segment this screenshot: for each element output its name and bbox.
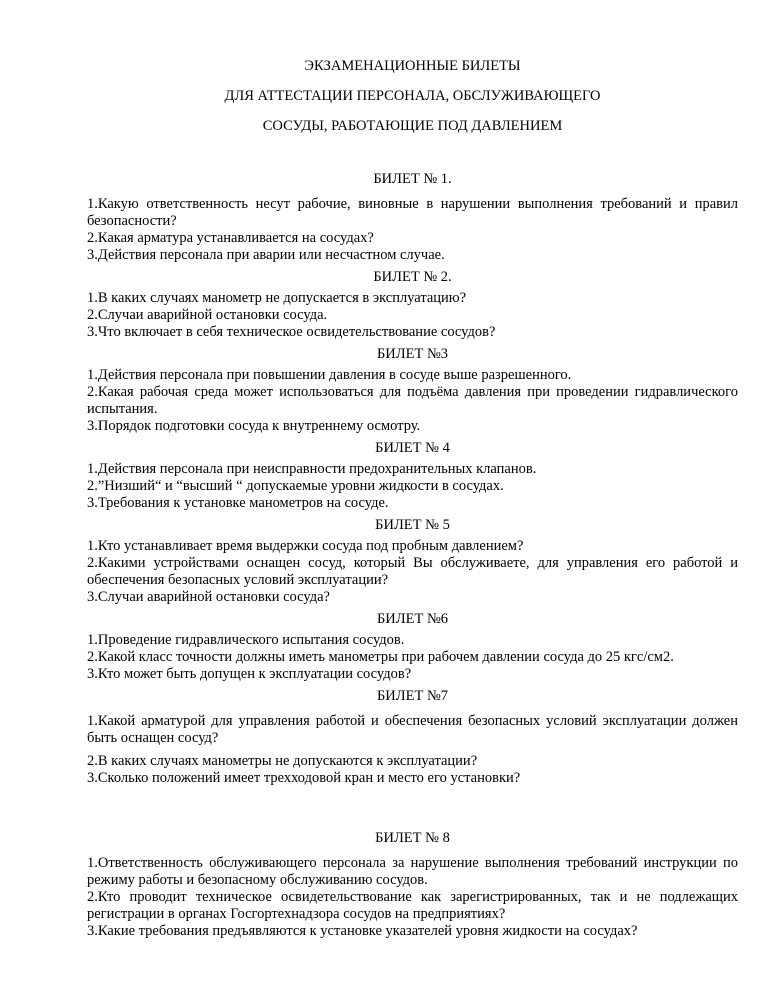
ticket-3 <box>87 345 738 435</box>
question: 1.Какой арматурой для управления работой и обеспечения безопасных условий эксплуатации должен быть оснащен сосуд? <box>87 713 738 746</box>
ticket-header: БИЛЕТ №3 <box>376 346 449 362</box>
question: 1.Кто устанавливает время выдержки сосуда под пробным давлением? <box>87 538 524 554</box>
ticket-4 <box>87 439 738 512</box>
question: 3.Какие требования предъявляются к установке указателей уровня жидкости на сосудах? <box>87 923 638 939</box>
ticket-header: БИЛЕТ № 2. <box>373 269 452 285</box>
ticket-header: БИЛЕТ № 1. <box>373 171 452 187</box>
ticket-header: БИЛЕТ №6 <box>376 611 449 627</box>
ticket-2 <box>87 268 738 341</box>
question: 3.Требования к установке манометров на сосуде. <box>87 495 389 511</box>
question: 3.Порядок подготовки сосуда к внутреннему осмотру. <box>87 418 421 434</box>
question: 3.Случаи аварийной остановки сосуда? <box>87 589 330 605</box>
question: 1.Ответственность обслуживающего персонала за нарушение выполнения требований инструкции по режиму работы и безопасному обслуживанию сосудов. <box>87 855 738 888</box>
question: 2.”Низший“ и “высший “ допускаемые уровни жидкости в сосудах. <box>87 478 504 494</box>
question: 1.Действия персонала при неисправности предохранительных клапанов. <box>87 461 537 477</box>
question: 2.Какой класс точности должны иметь манометры при рабочем давлении сосуда до 25 кгс/см2. <box>87 649 674 665</box>
question: 2.Какая рабочая среда может использоваться для подъёма давления при проведении гидравлического испытания. <box>87 384 738 417</box>
ticket-header: БИЛЕТ № 8 <box>375 830 450 846</box>
question: 3.Что включает в себя техническое освидетельствование сосудов? <box>87 324 496 340</box>
question: 1.Проведение гидравлического испытания сосудов. <box>87 632 405 648</box>
question: 2.Кто проводит техническое освидетельствование как зарегистрированных, так и не подлежащих регистрации в органах Госгортехнадзора сосудов на предприятиях? <box>87 889 738 922</box>
title-line: ЭКЗАМЕНАЦИОННЫЕ БИЛЕТЫ <box>304 58 521 74</box>
ticket-5 <box>87 516 738 606</box>
ticket-header: БИЛЕТ № 5 <box>375 517 450 533</box>
question: 1.Действия персонала при повышении давления в сосуде выше разрешенного. <box>87 367 572 383</box>
question: 2.Какая арматура устанавливается на сосудах? <box>87 230 374 246</box>
title-line: ДЛЯ АТТЕСТАЦИИ ПЕРСОНАЛА, ОБСЛУЖИВАЮЩЕГО <box>224 88 601 104</box>
ticket-7 <box>87 687 738 787</box>
ticket-header: БИЛЕТ №7 <box>376 688 449 704</box>
question: 2.Случаи аварийной остановки сосуда. <box>87 307 328 323</box>
ticket-8 <box>87 829 738 940</box>
question: 2.Какими устройствами оснащен сосуд, который Вы обслуживаете, для управления его работой и обеспечения безопасных условий эксплуатации? <box>87 555 738 588</box>
document-title <box>87 55 738 137</box>
ticket-header: БИЛЕТ № 4 <box>375 440 450 456</box>
ticket-6 <box>87 610 738 683</box>
title-line: СОСУДЫ, РАБОТАЮЩИЕ ПОД ДАВЛЕНИЕМ <box>262 118 563 134</box>
question: 3.Сколько положений имеет трехходовой кран и место его установки? <box>87 770 521 786</box>
ticket-1 <box>87 170 738 264</box>
question: 3.Кто может быть допущен к эксплуатации сосудов? <box>87 666 412 682</box>
question: 1.Какую ответственность несут рабочие, виновные в нарушении выполнения требований и правил безопасности? <box>87 196 738 229</box>
question: 1.В каких случаях манометр не допускается в эксплуатацию? <box>87 290 467 306</box>
question: 2.В каких случаях манометры не допускаются к эксплуатации? <box>87 753 478 769</box>
question: 3.Действия персонала при аварии или несчастном случае. <box>87 247 445 263</box>
